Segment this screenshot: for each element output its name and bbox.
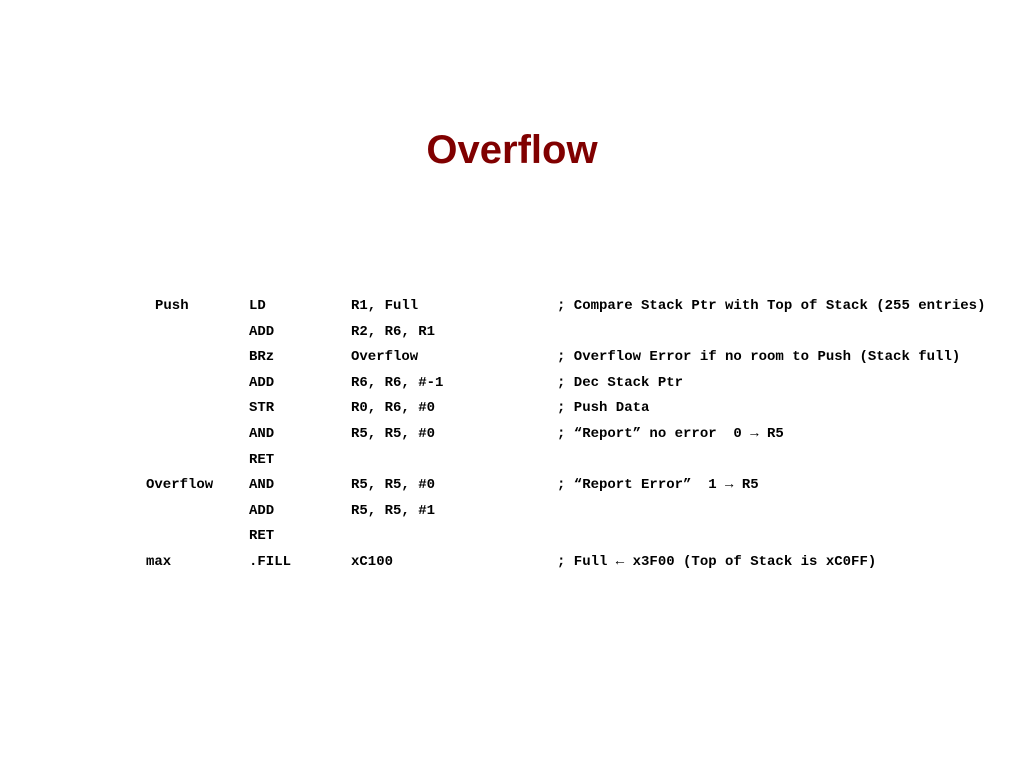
code-opcode: RET [249,451,275,468]
code-label: max [146,553,172,570]
code-line [0,524,1024,550]
code-line [0,499,1024,525]
code-comment: ; “Report” no error 0 → R5 [557,425,784,442]
code-opcode: BRz [249,349,275,366]
code-label: Push [155,298,189,314]
code-operands: R5, R5, #0 [351,477,436,494]
code-opcode: ADD [249,374,275,391]
code-opcode: ADD [249,502,275,519]
code-opcode: RET [249,528,275,545]
code-line [0,550,1024,576]
code-operands: xC100 [351,553,394,570]
code-opcode: STR [249,400,275,417]
code-comment: ; Push Data [557,400,650,417]
code-operands: Overflow [351,349,419,366]
code-line [0,473,1024,499]
code-line [0,422,1024,448]
code-opcode: LD [249,298,266,314]
code-line [0,396,1024,422]
code-line [0,371,1024,397]
code-operands: R2, R6, R1 [351,323,436,340]
code-comment: ; Full ← x3F00 (Top of Stack is xC0FF) [557,553,877,570]
code-comment: ; Dec Stack Ptr [557,374,684,391]
code-operands: R5, R5, #1 [351,502,436,519]
code-opcode: AND [249,477,275,494]
code-operands: R1, Full [351,298,419,314]
code-comment: ; Compare Stack Ptr with Top of Stack (255 entries) [557,298,986,314]
code-line [0,448,1024,474]
code-operands: R5, R5, #0 [351,425,436,442]
slide-title: Overflow [426,128,598,172]
code-operands: R6, R6, #-1 [351,374,444,391]
assembly-code-listing [0,294,1024,576]
code-operands: R0, R6, #0 [351,400,436,417]
code-comment: ; Overflow Error if no room to Push (Stack full) [557,349,961,366]
code-opcode: .FILL [249,553,292,570]
code-label: Overflow [146,477,214,494]
code-line [0,320,1024,346]
code-opcode: ADD [249,323,275,340]
code-comment: ; “Report Error” 1 → R5 [557,477,759,494]
code-opcode: AND [249,425,275,442]
code-line [0,294,1024,320]
code-line [0,345,1024,371]
